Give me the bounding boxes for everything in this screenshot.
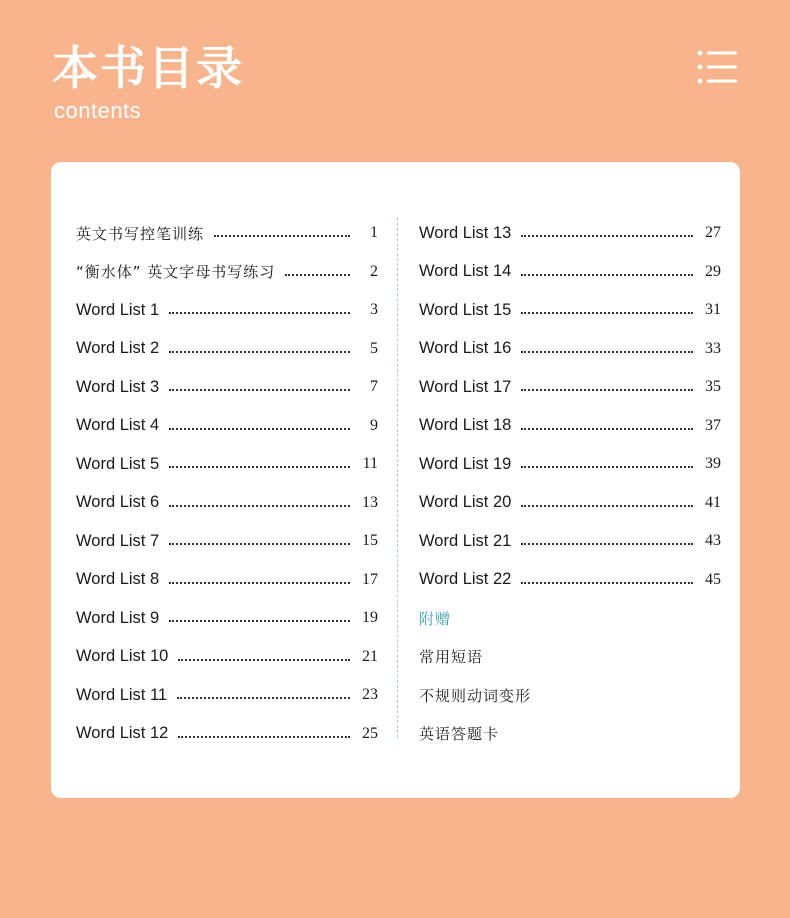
dotted-leader (285, 274, 350, 276)
toc-entry-label: Word List 16 (419, 339, 512, 358)
dotted-leader (521, 274, 693, 276)
toc-entry-label: Word List 20 (419, 493, 512, 512)
dotted-leader (521, 428, 693, 430)
toc-entry[interactable] (419, 253, 721, 292)
toc-entry[interactable] (76, 253, 378, 292)
toc-entry[interactable] (76, 368, 378, 407)
toc-page-number: 9 (370, 416, 378, 434)
toc-entry-label: Word List 9 (76, 608, 160, 627)
toc-entry[interactable] (419, 407, 721, 446)
toc-page-number: 23 (362, 686, 378, 704)
dotted-leader (521, 312, 693, 314)
toc-entry[interactable] (419, 445, 721, 484)
dotted-leader (169, 505, 350, 507)
toc-page-number: 31 (705, 301, 721, 319)
toc-entry-label: Word List 7 (76, 531, 160, 550)
dotted-leader (177, 697, 350, 699)
toc-page-number: 39 (705, 455, 721, 473)
toc-page-number: 45 (705, 570, 721, 588)
toc-page-number: 5 (370, 339, 378, 357)
toc-page-number: 43 (705, 532, 721, 550)
list-menu-icon[interactable] (697, 50, 737, 84)
toc-page-number: 13 (362, 493, 378, 511)
toc-page-number: 35 (705, 378, 721, 396)
toc-page-number: 21 (362, 647, 378, 665)
dotted-leader (521, 543, 693, 545)
toc-page-number: 25 (362, 724, 378, 742)
toc-entry-label: Word List 22 (419, 570, 512, 589)
toc-entry[interactable] (76, 561, 378, 600)
toc-entry[interactable] (76, 407, 378, 446)
toc-entry[interactable] (76, 445, 378, 484)
toc-entry-label: Word List 21 (419, 531, 512, 550)
toc-entry-label: “衡水体” 英文字母书写练习 (76, 263, 276, 282)
toc-page-number: 41 (705, 493, 721, 511)
toc-entry-label: 英文书写控笔训练 (76, 224, 205, 243)
dotted-leader (521, 505, 693, 507)
dotted-leader (178, 736, 350, 738)
toc-page-number: 27 (705, 224, 721, 242)
dotted-leader (521, 582, 693, 584)
toc-entry-label: Word List 18 (419, 416, 512, 435)
toc-entry[interactable] (76, 638, 378, 677)
toc-entry[interactable] (76, 676, 378, 715)
toc-entry-label: Word List 15 (419, 300, 512, 319)
toc-appendix-entry[interactable] (419, 599, 721, 638)
toc-entry[interactable] (419, 522, 721, 561)
toc-entry-label: 常用短语 (419, 648, 484, 667)
dotted-leader (169, 389, 350, 391)
toc-page-number: 19 (362, 609, 378, 627)
toc-page-number: 33 (705, 339, 721, 357)
toc-entry[interactable] (419, 291, 721, 330)
toc-page-number: 7 (370, 378, 378, 396)
dotted-leader (178, 659, 350, 661)
toc-entry[interactable] (419, 561, 721, 600)
toc-entry-label: 不规则动词变形 (419, 686, 532, 705)
toc-entry-label: Word List 17 (419, 377, 512, 396)
toc-appendix-entry[interactable] (419, 676, 721, 715)
dotted-leader (169, 428, 350, 430)
dotted-leader (521, 235, 693, 237)
page-title: 本书目录 (52, 41, 244, 95)
toc-entry[interactable] (76, 330, 378, 369)
toc-entry-label: Word List 6 (76, 493, 160, 512)
toc-entry-label: 附赠 (419, 609, 452, 628)
dotted-leader (169, 351, 350, 353)
toc-entry-label: Word List 13 (419, 223, 512, 242)
toc-page-number: 17 (362, 570, 378, 588)
toc-entry[interactable] (76, 291, 378, 330)
toc-page-number: 29 (705, 262, 721, 280)
toc-page-number: 3 (370, 301, 378, 319)
toc-entry-label: Word List 12 (76, 724, 169, 743)
toc-entry-label: Word List 2 (76, 339, 160, 358)
toc-right-column (419, 214, 721, 753)
toc-entry[interactable] (76, 599, 378, 638)
toc-entry-label: Word List 10 (76, 647, 169, 666)
dotted-leader (214, 235, 350, 237)
dotted-leader (521, 389, 693, 391)
toc-page-number: 37 (705, 416, 721, 434)
toc-entry-label: Word List 4 (76, 416, 160, 435)
toc-appendix-entry[interactable] (419, 638, 721, 677)
toc-page-number: 15 (362, 532, 378, 550)
toc-entry-label: Word List 5 (76, 454, 160, 473)
toc-entry[interactable] (76, 715, 378, 754)
toc-entry[interactable] (419, 368, 721, 407)
dotted-leader (169, 543, 350, 545)
toc-entry-label: Word List 8 (76, 570, 160, 589)
toc-entry[interactable] (419, 484, 721, 523)
toc-page-number: 2 (370, 262, 378, 280)
toc-entry[interactable] (76, 484, 378, 523)
toc-appendix-entry[interactable] (419, 715, 721, 754)
toc-entry[interactable] (76, 214, 378, 253)
dotted-leader (169, 620, 350, 622)
dotted-leader (169, 312, 350, 314)
toc-left-column (76, 214, 378, 753)
toc-entry[interactable] (419, 214, 721, 253)
dotted-leader (521, 466, 693, 468)
toc-entry-label: 英语答题卡 (419, 725, 500, 744)
dotted-leader (169, 466, 350, 468)
dotted-leader (521, 351, 693, 353)
toc-entry-label: Word List 3 (76, 377, 160, 396)
toc-page-number: 1 (370, 224, 378, 242)
column-divider (397, 218, 398, 738)
toc-entry[interactable] (76, 522, 378, 561)
contents-card (51, 162, 740, 798)
dotted-leader (169, 582, 350, 584)
toc-entry-label: Word List 14 (419, 262, 512, 281)
toc-entry-label: Word List 19 (419, 454, 512, 473)
toc-entry-label: Word List 1 (76, 300, 160, 319)
toc-entry[interactable] (419, 330, 721, 369)
toc-page-number: 11 (362, 455, 378, 473)
page-subtitle: contents (54, 98, 142, 123)
toc-entry-label: Word List 11 (76, 685, 168, 704)
